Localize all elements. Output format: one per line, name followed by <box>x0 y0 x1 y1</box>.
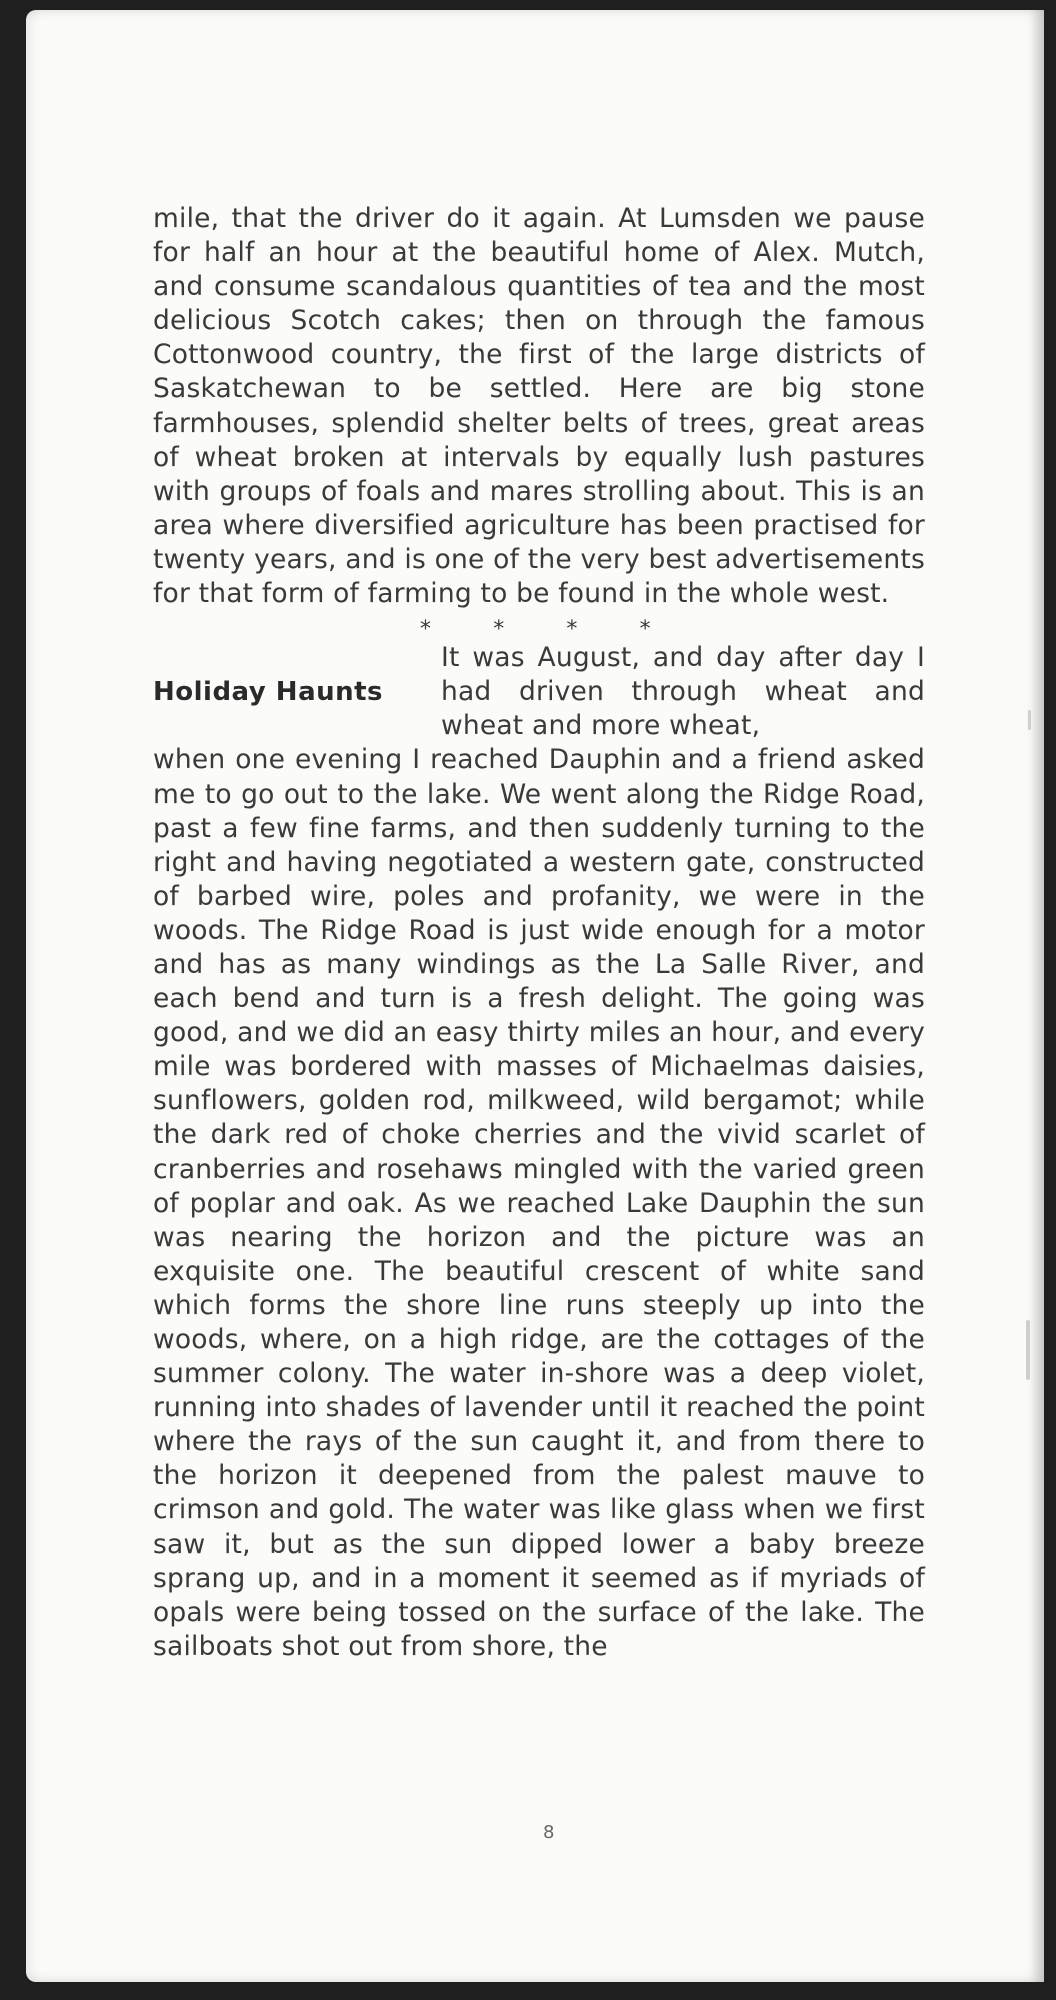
separator-star: * <box>639 617 651 643</box>
page-mark <box>1028 710 1031 730</box>
paragraph-2: when one evening I reached Dauphin and a friend asked me to go out to the lake. We went along the Ridge Road, past a few fine farms, and then suddenly turning to the right and having negotiated a western gate, constructed of barbed wire, poles and profanity, we were in the woods. The Ridge Road is just wide enough for a motor and has as many windings as the La Salle River, and each bend and turn is a fresh delight. The going was good, and we did an easy thirty miles an hour, and every mile was bordered with masses of Michaelmas daisies, sunflowers, golden rod, milkweed, wild bergamot; while the dark red of choke cherries and the vivid scarlet of cranberries and rosehaws mingled with the varied green of poplar and oak. As we reached Lake Dauphin the sun was nearing the horizon and the picture was an exquisite one. The beautiful crescent of white sand which forms the shore line runs steeply up into the woods, where, on a high ridge, are the cottages of the summer colony. The water in-shore was a deep violet, running into shades of lavender until it reached the point where the rays of the sun caught it, and from there to the horizon it deepened from the palest mauve to crimson and gold. The water was like glass when we first saw it, but as the sun dipped lower a baby breeze sprang up, and in a moment it seemed as if myriads of opals were being tossed on the surface of the lake. The sailboats shot out from shore, the <box>153 744 925 1662</box>
paragraph-1: mile, that the driver do it again. At Lumsden we pause for half an hour at the beautiful home of Alex. Mutch, and consume scandalous quantities of tea and the most delicious Scotch cakes; then on through the famous Cottonwood country, the first of the large districts of Saskatchewan to be settled. Here are big stone farmhouses, splendid shelter belts of trees, great areas of wheat broken at intervals by equally lush pastures with groups of foals and mares strolling about. This is an area where diversified agriculture has been practised for twenty years, and is one of the very best advertisements for that form of farming to be found in the whole west. <box>153 203 925 610</box>
section-separator <box>153 611 925 641</box>
body-text <box>153 202 925 1664</box>
separator-star: * <box>566 617 578 643</box>
section-heading: Holiday Haunts <box>153 677 384 708</box>
page-edge-shadow <box>1030 10 1044 1982</box>
book-page <box>26 10 1044 1982</box>
page-mark <box>1026 1320 1030 1380</box>
page-number: 8 <box>543 1822 555 1843</box>
separator-star: * <box>420 617 432 643</box>
heading-paragraph: It was August, and day after day I had driven through wheat and wheat and more wheat, <box>441 642 925 742</box>
separator-star: * <box>493 617 505 643</box>
section-heading-row <box>153 641 925 743</box>
